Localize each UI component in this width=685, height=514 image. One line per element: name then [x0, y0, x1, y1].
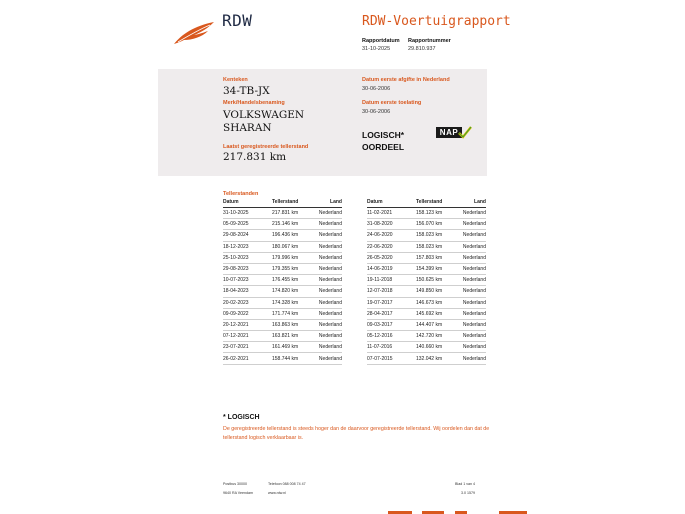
cell-datum: 26-05-2020	[367, 252, 416, 263]
cell-tellerstand: 157.803 km	[416, 252, 458, 263]
table-row	[367, 263, 486, 274]
cell-land: Nederland	[314, 331, 342, 342]
oordeel-line2: OORDEEL	[362, 142, 405, 152]
cell-tellerstand: 196.436 km	[272, 230, 314, 241]
cell-datum: 14-06-2019	[367, 263, 416, 274]
cell-tellerstand: 179.355 km	[272, 263, 314, 274]
cell-land: Nederland	[458, 241, 486, 252]
cell-datum: 29-08-2023	[223, 263, 272, 274]
cell-datum: 05-12-2016	[367, 331, 416, 342]
table-row	[367, 353, 486, 364]
cell-datum: 18-04-2023	[223, 286, 272, 297]
cell-datum: 31-10-2025	[223, 208, 272, 219]
cell-tellerstand: 146.673 km	[416, 297, 458, 308]
footer-blad: Blad 1 van 4	[455, 482, 475, 486]
cell-land: Nederland	[458, 319, 486, 330]
note-title: * LOGISCH	[223, 414, 260, 421]
table-row	[223, 342, 342, 353]
cell-datum: 11-02-2021	[367, 208, 416, 219]
cell-tellerstand: 163.863 km	[272, 319, 314, 330]
table-row	[367, 230, 486, 241]
cell-tellerstand: 150.625 km	[416, 275, 458, 286]
column-header-land: Land	[314, 198, 342, 208]
cell-tellerstand: 171.774 km	[272, 308, 314, 319]
cell-land: Nederland	[314, 252, 342, 263]
table-row	[367, 275, 486, 286]
report-number: 29.810.937	[408, 46, 436, 52]
cell-land: Nederland	[458, 275, 486, 286]
table-row	[367, 308, 486, 319]
model-value: SHARAN	[223, 122, 272, 134]
table-row	[367, 252, 486, 263]
cell-datum: 20-02-2023	[223, 297, 272, 308]
check-icon	[458, 126, 472, 139]
cell-tellerstand: 161.469 km	[272, 342, 314, 353]
cell-datum: 19-11-2018	[367, 275, 416, 286]
cell-datum: 09-09-2022	[223, 308, 272, 319]
brand-name: RDW	[222, 11, 253, 30]
rdw-logo-icon	[172, 20, 216, 46]
cell-datum: 10-07-2023	[223, 275, 272, 286]
footer-web: www.rdw.nl	[268, 491, 286, 495]
oordeel-line1: LOGISCH*	[362, 130, 405, 140]
cell-land: Nederland	[314, 297, 342, 308]
cell-land: Nederland	[314, 219, 342, 230]
report-title: RDW-Voertuigrapport	[362, 14, 511, 29]
cell-datum: 11-07-2016	[367, 342, 416, 353]
tellerstand-value: 217.831 km	[223, 151, 287, 163]
footer-postcode: 9640 RA Veendam	[223, 491, 253, 495]
cell-land: Nederland	[314, 319, 342, 330]
nap-logo-icon	[436, 127, 470, 140]
cell-tellerstand: 158.023 km	[416, 241, 458, 252]
toelating-label: Datum eerste toelating	[362, 100, 422, 106]
note-text: De geregistreerde tellerstand is steeds hoger dan de daarvoor geregistreerde tellerstand. Wij oordelen dan dat de tellerstand logisch verklaarbaar is.	[223, 426, 490, 441]
cell-tellerstand: 149.850 km	[416, 286, 458, 297]
cell-land: Nederland	[314, 342, 342, 353]
cell-tellerstand: 176.455 km	[272, 275, 314, 286]
cell-land: Nederland	[458, 286, 486, 297]
table-row	[367, 297, 486, 308]
report-date: 31-10-2025	[362, 46, 391, 52]
table-row	[223, 286, 342, 297]
cell-land: Nederland	[458, 208, 486, 219]
table-row	[223, 241, 342, 252]
cell-datum: 12-07-2018	[367, 286, 416, 297]
table-row	[223, 263, 342, 274]
column-header-land: Land	[458, 198, 486, 208]
cell-tellerstand: 215.146 km	[272, 219, 314, 230]
cell-datum: 07-12-2021	[223, 331, 272, 342]
table-row	[223, 319, 342, 330]
column-header-datum: Datum	[367, 198, 416, 208]
cell-land: Nederland	[314, 308, 342, 319]
toelating-value: 30-06-2006	[362, 109, 391, 115]
cell-land: Nederland	[314, 241, 342, 252]
cell-tellerstand: 156.070 km	[416, 219, 458, 230]
cell-tellerstand: 142.720 km	[416, 331, 458, 342]
table-row	[223, 308, 342, 319]
footer-telefoon: Telefoon 088 008 74 47	[268, 482, 306, 486]
cell-land: Nederland	[314, 230, 342, 241]
cell-land: Nederland	[314, 263, 342, 274]
table-row	[367, 319, 486, 330]
cell-land: Nederland	[458, 252, 486, 263]
cell-land: Nederland	[458, 353, 486, 364]
cell-land: Nederland	[458, 308, 486, 319]
table-row	[223, 297, 342, 308]
cell-tellerstand: 174.820 km	[272, 286, 314, 297]
cell-land: Nederland	[458, 342, 486, 353]
cell-tellerstand: 174.328 km	[272, 297, 314, 308]
afgifte-value: 30-06-2006	[362, 86, 391, 92]
cell-land: Nederland	[458, 230, 486, 241]
kenteken-label: Kenteken	[223, 77, 248, 83]
cell-land: Nederland	[458, 263, 486, 274]
cell-land: Nederland	[458, 331, 486, 342]
table-row	[367, 331, 486, 342]
cell-datum: 28-04-2017	[367, 308, 416, 319]
table-row	[223, 230, 342, 241]
report-date-label: Rapportdatum	[362, 38, 400, 44]
cell-tellerstand: 158.123 km	[416, 208, 458, 219]
cell-datum: 19-07-2017	[367, 297, 416, 308]
cell-datum: 22-06-2020	[367, 241, 416, 252]
cell-tellerstand: 158.023 km	[416, 230, 458, 241]
table-row	[223, 275, 342, 286]
tellerstanden-title: Tellerstanden	[223, 191, 259, 197]
table-row	[223, 353, 342, 364]
merk-label: Merk/Handelsbenaming	[223, 100, 285, 106]
table-row	[223, 208, 342, 219]
cell-datum: 26-02-2021	[223, 353, 272, 364]
cell-tellerstand: 140.660 km	[416, 342, 458, 353]
cell-land: Nederland	[458, 219, 486, 230]
cell-datum: 31-08-2020	[367, 219, 416, 230]
cell-land: Nederland	[314, 286, 342, 297]
cell-tellerstand: 145.692 km	[416, 308, 458, 319]
cell-tellerstand: 144.407 km	[416, 319, 458, 330]
cell-datum: 20-12-2021	[223, 319, 272, 330]
cell-tellerstand: 154.399 km	[416, 263, 458, 274]
tellerstand-label: Laatst geregistreerde tellerstand	[223, 144, 309, 150]
nap-logo-text: NAP	[436, 127, 462, 138]
cell-land: Nederland	[458, 297, 486, 308]
column-header-datum: Datum	[223, 198, 272, 208]
report-number-label: Rapportnummer	[408, 38, 451, 44]
cell-tellerstand: 132.042 km	[416, 353, 458, 364]
cell-tellerstand: 163.821 km	[272, 331, 314, 342]
table-row	[367, 219, 486, 230]
table-row	[367, 342, 486, 353]
table-row	[223, 331, 342, 342]
cell-land: Nederland	[314, 275, 342, 286]
cell-datum: 29-08-2024	[223, 230, 272, 241]
cell-datum: 24-06-2020	[367, 230, 416, 241]
tellerstanden-table-right	[367, 198, 486, 365]
footer-versie: 3.0 1579	[461, 491, 475, 495]
cell-datum: 18-12-2023	[223, 241, 272, 252]
merk-value: VOLKSWAGEN	[223, 109, 305, 121]
cell-tellerstand: 158.744 km	[272, 353, 314, 364]
afgifte-label: Datum eerste afgifte in Nederland	[362, 77, 450, 83]
table-row	[367, 241, 486, 252]
footer-postbus: Postbus 30000	[223, 482, 247, 486]
cell-tellerstand: 180.067 km	[272, 241, 314, 252]
cell-datum: 05-09-2025	[223, 219, 272, 230]
vehicle-panel	[158, 69, 487, 176]
cell-tellerstand: 217.831 km	[272, 208, 314, 219]
kenteken-value: 34-TB-JX	[223, 85, 270, 97]
table-row	[367, 208, 486, 219]
cell-tellerstand: 179.996 km	[272, 252, 314, 263]
cell-land: Nederland	[314, 353, 342, 364]
table-row	[367, 286, 486, 297]
column-header-tellerstand: Tellerstand	[272, 198, 314, 208]
table-row	[223, 219, 342, 230]
cell-land: Nederland	[314, 208, 342, 219]
table-row	[223, 252, 342, 263]
cell-datum: 25-10-2023	[223, 252, 272, 263]
cell-datum: 23-07-2021	[223, 342, 272, 353]
column-header-tellerstand: Tellerstand	[416, 198, 458, 208]
tellerstanden-table-left	[223, 198, 342, 365]
cell-datum: 09-03-2017	[367, 319, 416, 330]
cell-datum: 07-07-2015	[367, 353, 416, 364]
